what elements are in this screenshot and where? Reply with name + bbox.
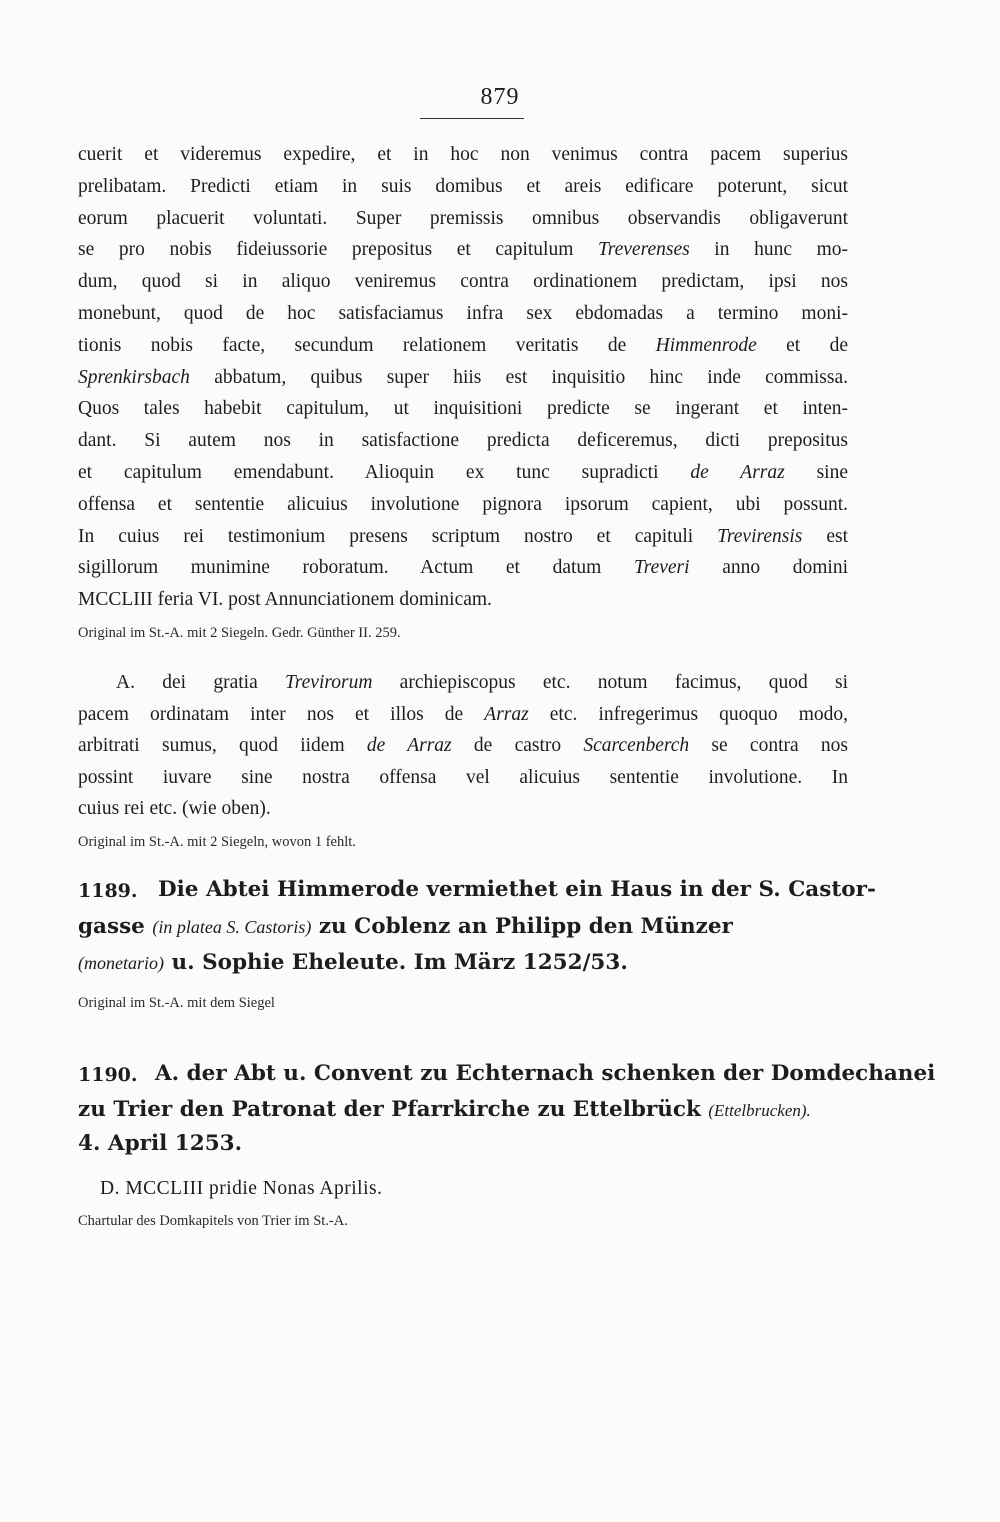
document-1190-title-line-1: A. der Abt u. Convent zu Echternach schenken der Domdechanei	[155, 1061, 936, 1086]
document-1179-line	[78, 204, 848, 234]
text-run: A. dei gratia	[116, 672, 285, 693]
text-run: MCCLIII feria VI. post Annunciationem dominicam.	[78, 589, 492, 611]
text-run: de castro	[451, 735, 584, 756]
document-1189-title-line-3	[78, 950, 628, 975]
source-note-1179: Original im St.-A. mit 2 Siegeln. Gedr. Günther II. 259.	[78, 625, 401, 641]
document-1179-line	[78, 299, 848, 329]
text-run: offensa et sententie alicuius involutione pignora ipsorum capient, ubi possunt.	[78, 493, 848, 515]
document-1179-line	[78, 426, 848, 456]
document-1189-title-line-1: Die Abtei Himmerode vermiethet ein Haus in der S. Castor-	[158, 877, 876, 902]
italic-name: Trevirensis	[717, 525, 803, 547]
document-1180-line	[78, 700, 848, 730]
text-run: tionis nobis facte, secundum relationem veritatis de	[78, 334, 656, 356]
document-1189-title-line-2	[78, 914, 733, 939]
text-run: arbitrati sumus, quod iidem	[78, 735, 367, 756]
italic-name: de Arraz	[690, 462, 785, 483]
document-1190-dating: D. MCCLIII pridie Nonas Aprilis.	[100, 1178, 383, 1199]
document-1179-line	[78, 585, 848, 615]
text-run: eorum placuerit voluntati. Super premissis omnibus observandis obligaverunt	[78, 207, 848, 229]
document-number-1189: 1189.	[78, 880, 138, 902]
page-number: 879	[480, 84, 520, 110]
text-run: et de	[756, 334, 849, 356]
text-run: est	[802, 525, 848, 547]
document-1180-line	[78, 731, 848, 761]
text-run: etc. infregerimus quoquo modo,	[528, 703, 848, 725]
page-number-rule	[420, 118, 524, 119]
italic-name: Trevirorum	[285, 672, 373, 693]
text-run: Quos tales habebit capitulum, ut inquisitioni predicte se ingerant et inten-	[78, 398, 848, 420]
text-run: cuius rei etc. (wie oben).	[78, 798, 271, 819]
document-1180-line	[78, 763, 848, 793]
document-1189-line-3-latin: (monetario)	[78, 953, 164, 973]
document-1180-line	[78, 794, 848, 824]
document-1190-date: 4. April 1253.	[78, 1131, 243, 1156]
text-run: se contra nos	[689, 735, 848, 756]
italic-name: de Arraz	[366, 735, 452, 756]
italic-name: Treverenses	[597, 239, 690, 261]
document-1179-line	[78, 522, 848, 552]
text-run: sigillorum munimine roboratum. Actum et datum	[78, 557, 634, 579]
document-1179-line	[78, 553, 848, 583]
italic-name: Treveri	[633, 557, 690, 579]
text-run: se pro nobis fideiussorie prepositus et capitulum	[78, 239, 598, 261]
document-1179-line	[78, 140, 848, 170]
text-run: in hunc mo-	[689, 239, 849, 261]
source-note-1189: Original im St.-A. mit dem Siegel	[78, 995, 275, 1011]
text-run: sine	[784, 462, 848, 483]
text-run: dant. Si autem nos in satisfactione predicta deficeremus, dicti prepositus	[78, 430, 848, 452]
document-1180-line	[116, 668, 848, 698]
document-1189-line-2-rest: zu Coblenz an Philipp den Münzer	[311, 914, 733, 939]
document-1179-line	[78, 490, 848, 520]
text-run: monebunt, quod de hoc satisfaciamus infra sex ebdomadas a termino moni-	[78, 303, 848, 324]
document-1190-line-2-text: zu Trier den Patronat der Pfarrkirche zu Ettelbrück	[78, 1097, 709, 1122]
document-1190-line-2-latin: (Ettelbrucken).	[708, 1101, 811, 1120]
document-1189-line-2-text: gasse	[78, 914, 153, 939]
source-note-1190: Chartular des Domkapitels von Trier im St.-A.	[78, 1213, 348, 1229]
text-run: archiepiscopus etc. notum facimus, quod si	[372, 672, 848, 693]
text-run: possint iuvare sine nostra offensa vel alicuius sententie involutione. In	[78, 766, 848, 788]
text-run: prelibatam. Predicti etiam in suis domibus et areis edificare poterunt, sicut	[78, 175, 848, 197]
document-1179-line	[78, 363, 848, 393]
text-run: dum, quod si in aliquo veniremus contra ordinationem predictam, ipsi nos	[78, 271, 848, 293]
text-run: et capitulum emendabunt. Alioquin ex tunc supradicti	[78, 462, 691, 483]
document-1179-line	[78, 331, 848, 361]
italic-name: Arraz	[484, 703, 529, 725]
source-note-1180: Original im St.-A. mit 2 Siegeln, wovon 1 fehlt.	[78, 834, 356, 850]
text-run: anno domini	[689, 557, 848, 579]
document-1179-line	[78, 394, 848, 424]
italic-name: Himmenrode	[655, 334, 757, 356]
document-1179-line	[78, 458, 848, 488]
document-number-1190: 1190.	[78, 1064, 138, 1086]
document-1190-title-line-2	[78, 1097, 811, 1122]
document-1179-line	[78, 172, 848, 202]
document-1179-line	[78, 267, 848, 297]
text-run: cuerit et videremus expedire, et in hoc non venimus contra pacem superius	[78, 144, 848, 165]
italic-name: Scarcenberch	[583, 735, 690, 756]
text-run: pacem ordinatam inter nos et illos de	[78, 703, 485, 725]
document-1189-line-3-rest: u. Sophie Eheleute. Im März 1252/53.	[163, 950, 628, 975]
italic-name: Sprenkirsbach	[78, 366, 190, 388]
text-run: In cuius rei testimonium presens scriptum nostro et capituli	[78, 525, 718, 547]
text-run: abbatum, quibus super hiis est inquisitio hinc inde commissa.	[189, 366, 848, 388]
document-1179-line	[78, 235, 848, 265]
document-1189-line-2-latin: (in platea S. Castoris)	[152, 917, 312, 937]
